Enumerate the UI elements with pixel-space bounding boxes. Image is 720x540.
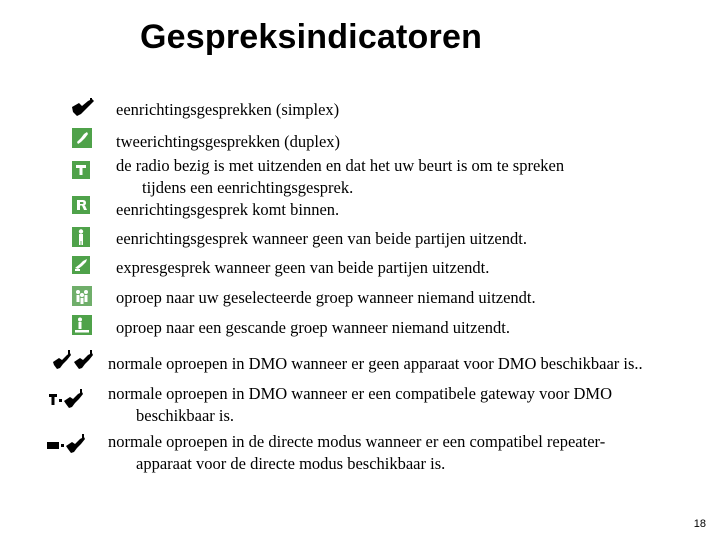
dmo-normal-call-icon xyxy=(52,350,98,372)
line-simplex: eenrichtingsgesprekken (simplex) xyxy=(116,100,340,119)
line-transmit: de radio bezig is met uitzenden en dat het uw beurt is om te spreken xyxy=(116,156,565,175)
group-call-icon xyxy=(72,286,92,306)
line-duplex: tweerichtingsgesprekken (duplex) xyxy=(116,132,341,151)
line-dmo: normale oproepen in DMO wanneer er geen apparaat voor DMO beschikbaar is.. xyxy=(108,354,643,373)
simplex-call-icon xyxy=(70,98,96,118)
line-receive: eenrichtingsgesprek komt binnen. xyxy=(116,200,340,219)
repeater-call-icon xyxy=(46,434,92,456)
line-repeater-cont: apparaat voor de directe modus beschikbaar is. xyxy=(136,454,446,473)
line-group: oproep naar uw geselecteerde groep wanneer niemand uitzendt. xyxy=(116,288,536,307)
page-title: Gespreksindicatoren xyxy=(140,18,483,56)
receive-R-icon xyxy=(72,196,90,214)
express-call-icon xyxy=(72,256,90,274)
page-number: 18 xyxy=(693,518,706,530)
line-scan: oproep naar een gescande groep wanneer niemand uitzendt. xyxy=(116,318,510,337)
line-transmit-cont: tijdens een eenrichtingsgesprek. xyxy=(142,178,354,197)
transmit-T-icon xyxy=(72,161,90,179)
line-idle: eenrichtingsgesprek wanneer geen van beide partijen uitzendt. xyxy=(116,229,527,248)
duplex-call-icon xyxy=(72,128,92,148)
line-repeater: normale oproepen in de directe modus wanneer er een compatibel repeater- xyxy=(108,432,606,451)
gateway-call-icon xyxy=(48,388,90,410)
line-gateway-cont: beschikbaar is. xyxy=(136,406,235,425)
line-gateway: normale oproepen in DMO wanneer er een compatibele gateway voor DMO xyxy=(108,384,612,403)
scan-group-call-icon xyxy=(72,315,92,335)
idle-person-icon xyxy=(72,227,90,247)
line-express: expresgesprek wanneer geen van beide partijen uitzendt. xyxy=(116,258,490,277)
